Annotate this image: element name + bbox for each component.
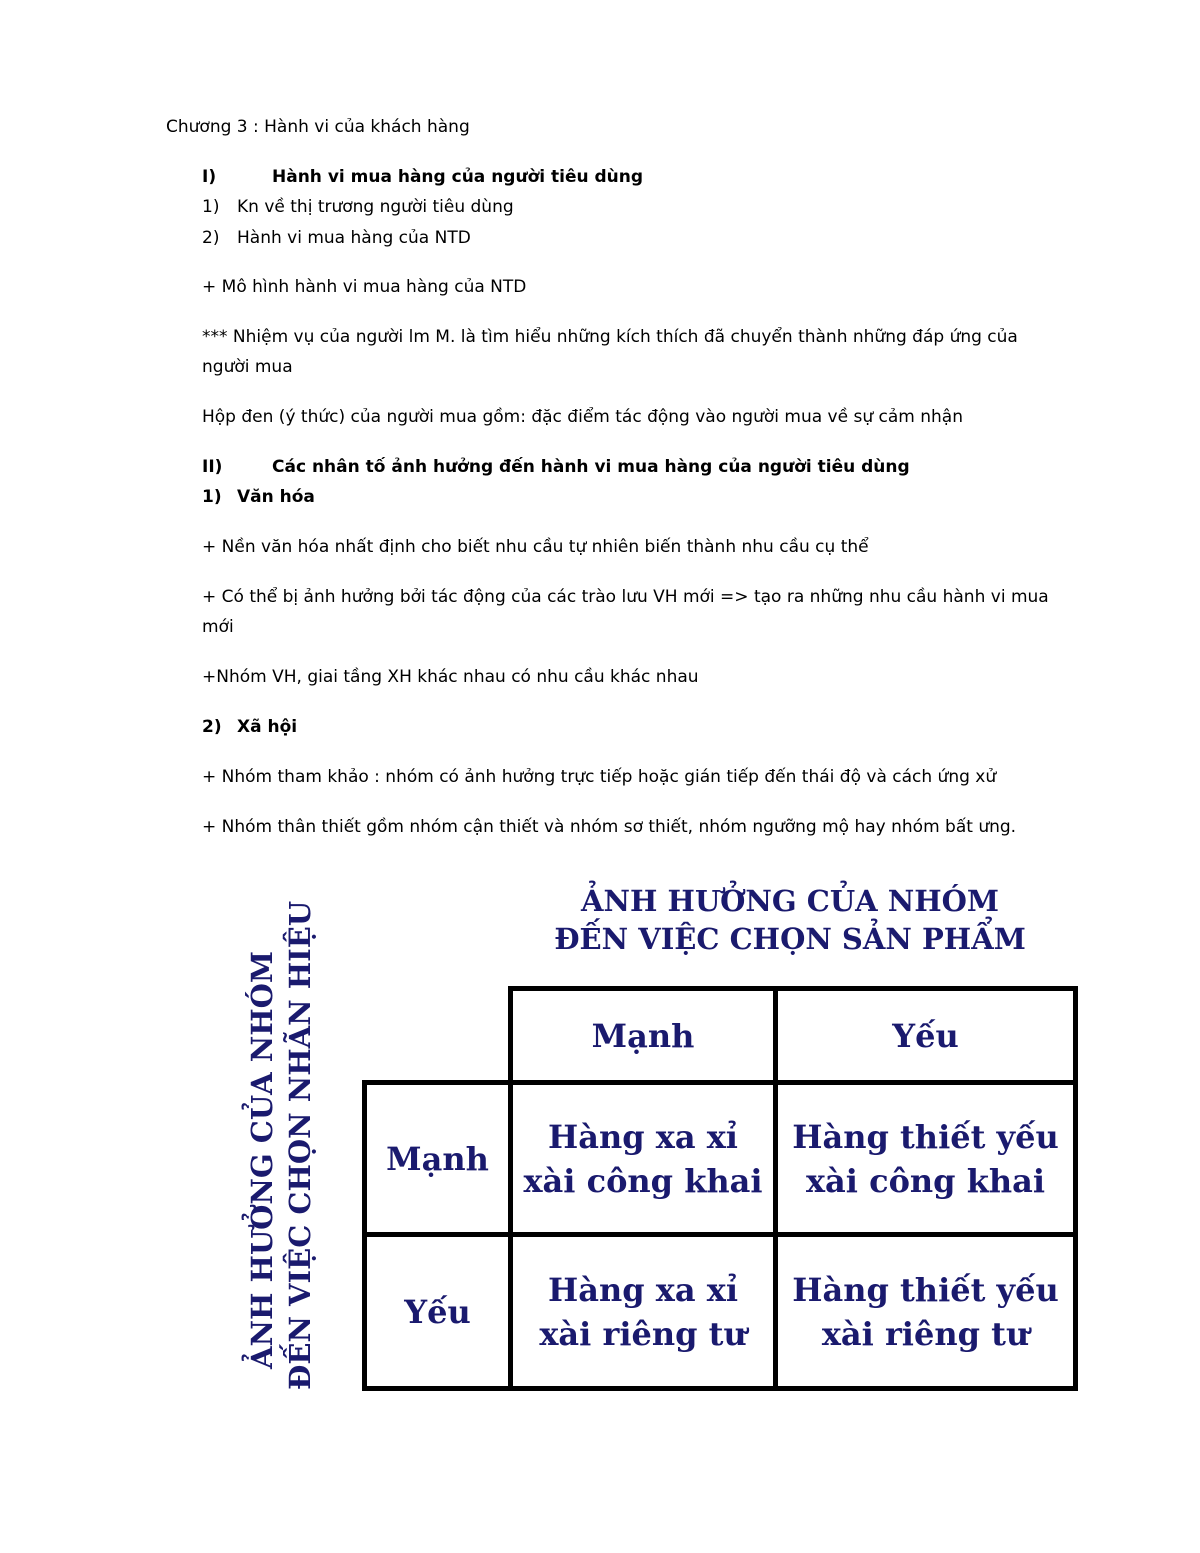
cell-luxury-public-line-1: Hàng xa xỉ	[548, 1117, 738, 1156]
paragraph-task-line-1: *** Nhiệm vụ của người lm M. là tìm hiểu những kích thích đã chuyển thành những đáp ứng của	[202, 327, 1018, 347]
figure-title	[520, 882, 1060, 958]
cell-necessity-private-line-1: Hàng thiết yếu	[792, 1270, 1059, 1309]
section-1-title: Hành vi mua hàng của người tiêu dùng	[272, 167, 644, 187]
cell-luxury-private	[513, 1237, 773, 1386]
matrix-border-bottom	[362, 1386, 1078, 1391]
figure-side-title-line-1: ẢNH HƯỞNG CỦA NHÓM	[245, 950, 279, 1370]
item-1-2-text: Hành vi mua hàng của NTD	[237, 228, 471, 248]
paragraph-black-box: Hộp đen (ý thức) của người mua gồm: đặc điểm tác động vào người mua về sự cảm nhận	[202, 407, 963, 427]
column-header-weak: Yếu	[892, 1016, 959, 1055]
figure-title-line-1: ẢNH HƯỞNG CỦA NHÓM	[580, 884, 1000, 918]
cell-necessity-private-line-2: xài riêng tư	[821, 1314, 1030, 1353]
cell-luxury-public-line-2: xài công khai	[523, 1161, 763, 1200]
item-2-2-number: 2)	[202, 717, 222, 737]
section-2-number: II)	[202, 457, 223, 477]
item-1-2-number: 2)	[202, 228, 220, 248]
figure-title-line-2: ĐẾN VIỆC CHỌN SẢN PHẨM	[554, 922, 1026, 956]
column-header-strong: Mạnh	[591, 1016, 695, 1055]
paragraph-culture-2-line-1: + Có thể bị ảnh hưởng bởi tác động của các trào lưu VH mới => tạo ra những nhu cầu hành vi mua	[202, 587, 1049, 607]
matrix-border-right	[1073, 986, 1078, 1391]
paragraph-social-1: + Nhóm tham khảo : nhóm có ảnh hưởng trực tiếp hoặc gián tiếp đến thái độ và cách ứng xử	[202, 767, 997, 787]
paragraph-culture-3: +Nhóm VH, giai tầng XH khác nhau có nhu cầu khác nhau	[202, 667, 699, 687]
item-2-2-text: Xã hội	[237, 717, 298, 737]
cell-necessity-public-line-2: xài công khai	[805, 1161, 1046, 1200]
cell-necessity-private	[778, 1237, 1073, 1386]
item-1-1-text: Kn về thị trương người tiêu dùng	[237, 197, 514, 217]
paragraph-task-line-2: người mua	[202, 357, 293, 377]
paragraph-social-2: + Nhóm thân thiết gồm nhóm cận thiết và nhóm sơ thiết, nhóm ngưỡng mộ hay nhóm bất ưng.	[202, 817, 1017, 837]
paragraph-culture-1: + Nền văn hóa nhất định cho biết nhu cầu tự nhiên biến thành nhu cầu cụ thể	[202, 537, 869, 557]
cell-necessity-public	[778, 1085, 1073, 1232]
item-2-1-text: Văn hóa	[237, 487, 315, 507]
cell-luxury-private-line-2: xài riêng tư	[539, 1314, 747, 1353]
section-1-number: I)	[202, 167, 217, 187]
section-2-title: Các nhân tố ảnh hưởng đến hành vi mua hàng của người tiêu dùng	[272, 457, 910, 477]
cell-luxury-public	[513, 1085, 773, 1232]
paragraph-model: + Mô hình hành vi mua hàng của NTD	[202, 277, 527, 297]
cell-necessity-public-line-1: Hàng thiết yếu	[792, 1117, 1059, 1156]
figure-side-title	[243, 900, 319, 1390]
paragraph-culture-2-line-2: mới	[202, 617, 234, 637]
row-header-strong: Mạnh	[386, 1139, 489, 1178]
figure-side-title-line-2: ĐẾN VIỆC CHỌN NHÃN HIỆU	[283, 900, 317, 1390]
chapter-title: Chương 3 : Hành vi của khách hàng	[166, 117, 470, 137]
item-2-1-number: 1)	[202, 487, 222, 507]
cell-luxury-private-line-1: Hàng xa xỉ	[548, 1270, 738, 1309]
item-1-1-number: 1)	[202, 197, 220, 217]
row-header-weak: Yếu	[404, 1292, 471, 1331]
